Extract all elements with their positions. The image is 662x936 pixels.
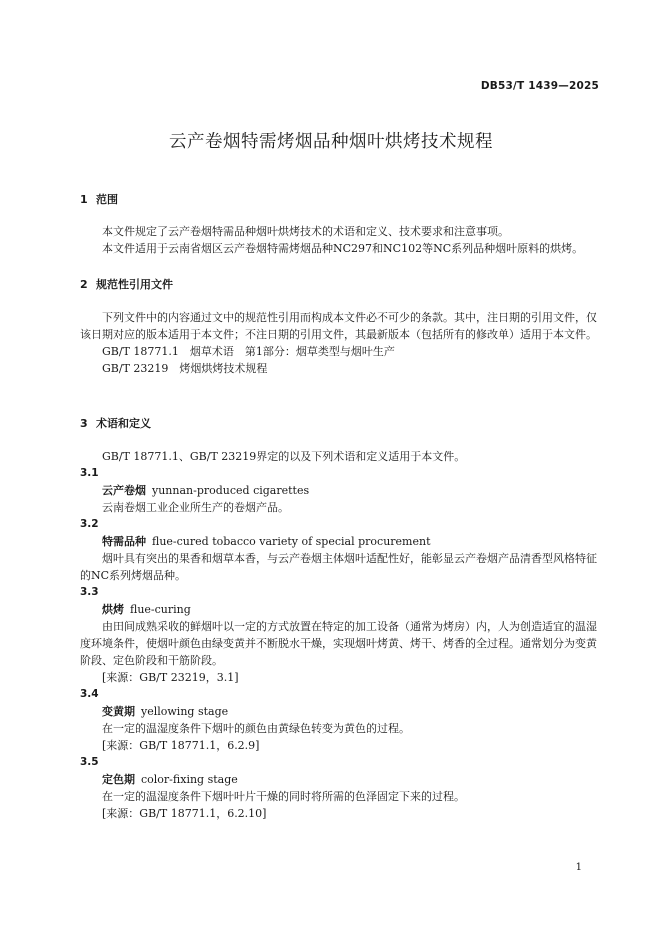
term-en: color-fixing stage [141, 773, 238, 786]
section-2-heading [80, 276, 173, 292]
term-number: 3.3 [80, 586, 99, 598]
document-number: DB53/T 1439—2025 [480, 80, 599, 92]
paragraph: 本文件规定了云产卷烟特需品种烟叶烘烤技术的术语和定义、技术要求和注意事项。 [102, 225, 509, 238]
term-definition: 烟叶具有突出的果香和烟草本香，与云产卷烟主体烟叶适配性好，能彰显云产卷烟产品清香型风格特征的NC系列烤烟品种。 [80, 552, 597, 582]
term-zh: 特需品种 [102, 535, 146, 548]
section-number: 3 [80, 417, 88, 430]
term-number: 3.5 [80, 756, 99, 768]
term-en: yellowing stage [141, 705, 229, 718]
term-source: [来源：GB/T 18771.1，6.2.10] [102, 807, 267, 820]
section-1-heading [80, 191, 118, 207]
term-source: [来源：GB/T 23219，3.1] [102, 671, 239, 684]
section-3-heading [80, 415, 151, 431]
page-number: 1 [575, 862, 582, 873]
section-title: 规范性引用文件 [96, 278, 173, 291]
section-title: 范围 [96, 193, 118, 206]
term-definition: 在一定的温湿度条件下烟叶叶片干燥的同时将所需的色泽固定下来的过程。 [102, 790, 465, 803]
term-entry [80, 601, 602, 618]
section-2-body [80, 309, 602, 377]
term-entry [80, 482, 602, 499]
term-en: flue-cured tobacco variety of special procurement [152, 535, 431, 548]
term-zh: 烘烤 [102, 603, 124, 616]
term-number: 3.2 [80, 518, 99, 530]
section-number: 1 [80, 193, 88, 206]
term-entry [80, 703, 602, 720]
normative-reference: GB/T 23219 烤烟烘烤技术规程 [102, 362, 268, 375]
term-source: [来源：GB/T 18771.1，6.2.9] [102, 739, 260, 752]
term-en: flue-curing [130, 603, 191, 616]
term-definition: 在一定的温湿度条件下烟叶的颜色由黄绿色转变为黄色的过程。 [102, 722, 410, 735]
term-number: 3.4 [80, 688, 99, 700]
section-number: 2 [80, 278, 88, 291]
paragraph: 下列文件中的内容通过文中的规范性引用而构成本文件必不可少的条款。其中，注日期的引用文件，仅该日期对应的版本适用于本文件；不注日期的引用文件，其最新版本（包括所有的修改单）适用于本文件。 [80, 311, 597, 341]
normative-reference: GB/T 18771.1 烟草术语 第1部分：烟草类型与烟叶生产 [102, 345, 395, 358]
section-title: 术语和定义 [96, 417, 151, 430]
section-3-body [80, 448, 602, 822]
term-zh: 定色期 [102, 773, 135, 786]
term-en: yunnan-produced cigarettes [152, 484, 310, 497]
term-zh: 云产卷烟 [102, 484, 146, 497]
term-entry [80, 771, 602, 788]
document-title: 云产卷烟特需烤烟品种烟叶烘烤技术规程 [169, 132, 493, 152]
term-number: 3.1 [80, 467, 99, 479]
term-entry [80, 533, 602, 550]
term-definition: 由田间成熟采收的鲜烟叶以一定的方式放置在特定的加工设备（通常为烤房）内，人为创造适宜的温湿度环境条件，使烟叶颜色由绿变黄并不断脱水干燥，实现烟叶烤黄、烤干、烤香的全过程。通常划分为变黄阶段、定色阶段和干筋阶段。 [80, 620, 597, 667]
section-1-body [80, 223, 602, 257]
paragraph: 本文件适用于云南省烟区云产卷烟特需烤烟品种NC297和NC102等NC系列品种烟叶原料的烘烤。 [102, 242, 584, 255]
paragraph: GB/T 18771.1、GB/T 23219界定的以及下列术语和定义适用于本文件。 [102, 450, 466, 463]
term-definition: 云南卷烟工业企业所生产的卷烟产品。 [102, 501, 289, 514]
term-zh: 变黄期 [102, 705, 135, 718]
